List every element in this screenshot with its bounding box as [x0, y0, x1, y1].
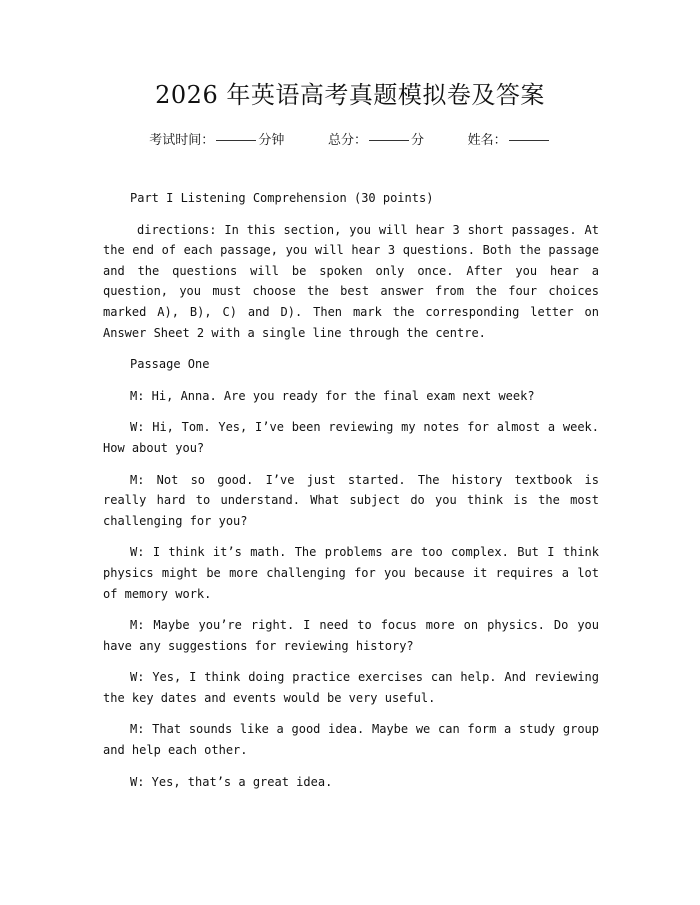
dialogue-line: M: Maybe you’re right. I need to focus more on physics. Do you have any suggestions for reviewing history?: [103, 618, 599, 653]
dialogue-line: M: Not so good. I’ve just started. The history textbook is really hard to understand. What subject do you think is the most challenging for you?: [103, 472, 599, 528]
dialogue-line: W: Yes, I think doing practice exercises can help. And reviewing the key dates and events would be very useful.: [103, 670, 599, 705]
passage-heading: Passage One: [130, 357, 210, 372]
dialogue-line: W: I think it’s math. The problems are too complex. But I think physics might be more challenging for you because it requires a lot of memory work.: [103, 545, 599, 601]
exam-time-blank: [216, 140, 256, 141]
total-score-label: 总分：: [327, 133, 367, 148]
name-label: 姓名：: [467, 133, 507, 148]
document-body: [103, 188, 599, 803]
dialogue-line: M: Hi, Anna. Are you ready for the final exam next week?: [130, 388, 535, 403]
total-score-blank: [369, 140, 409, 141]
dialogue-line: W: Hi, Tom. Yes, I’ve been reviewing my notes for almost a week. How about you?: [103, 420, 599, 455]
total-score-field: [328, 131, 424, 151]
section-heading: Part I Listening Comprehension (30 points): [130, 191, 434, 205]
dialogue-line: W: Yes, that’s a great idea.: [130, 774, 333, 789]
total-score-unit: 分: [411, 133, 425, 148]
document-title: 2026 年英语高考真题模拟卷及答案: [155, 81, 545, 109]
exam-meta: [0, 131, 700, 151]
exam-time-field: [149, 131, 284, 151]
directions-paragraph: directions: In this section, you will hear 3 short passages. At the end of each passage, you will hear 3 questions. Both the passage and the questions will be spoken only once. After you hear a question, you must choose the best answer from the four choices marked A), B), C) and D). Then mark the corresponding letter on Answer Sheet 2 with a single line through the centre.: [103, 222, 599, 340]
dialogue-line: M: That sounds like a good idea. Maybe we can form a study group and help each other.: [103, 722, 599, 758]
name-field: [468, 131, 551, 151]
exam-time-unit: 分钟: [258, 133, 285, 148]
name-blank: [509, 140, 549, 141]
exam-time-label: 考试时间：: [149, 133, 215, 148]
